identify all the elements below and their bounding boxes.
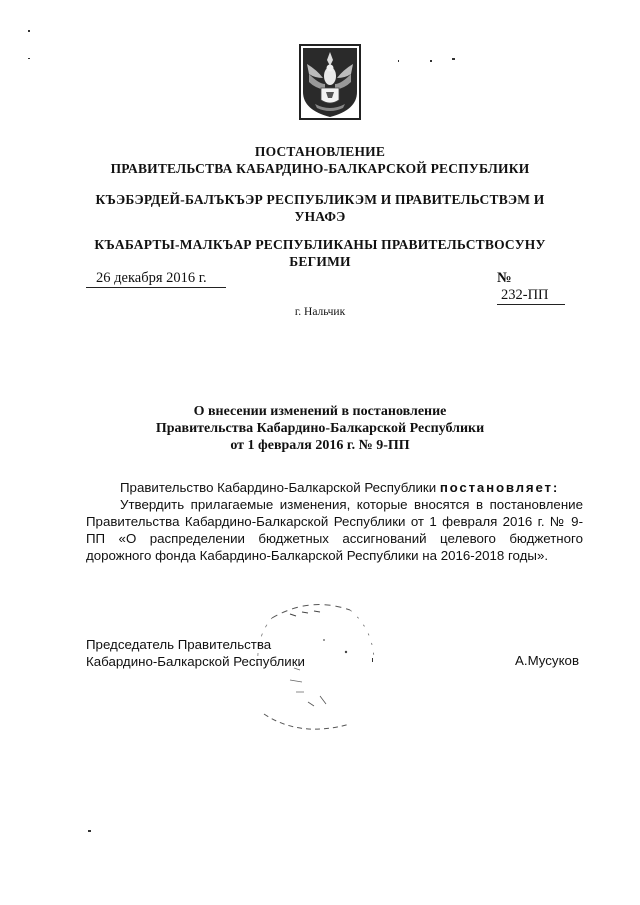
scan-speck bbox=[28, 58, 30, 59]
body-intro bbox=[120, 479, 559, 496]
scan-speck bbox=[452, 58, 455, 60]
signatory-position-line-1: Председатель Правительства bbox=[86, 637, 272, 652]
number-label: № bbox=[497, 270, 512, 286]
issuing-authority-kabardian-line2: УНАФЭ bbox=[294, 209, 346, 224]
coat-of-arms-emblem bbox=[299, 44, 361, 120]
scan-speck bbox=[430, 60, 432, 62]
issuing-authority: ПРАВИТЕЛЬСТВА КАБАРДИНО-БАЛКАРСКОЙ РЕСПУБЛИКИ bbox=[110, 161, 530, 176]
intro-text: Правительство Кабардино-Балкарской Республики bbox=[120, 480, 437, 495]
city: г. Нальчик bbox=[294, 306, 346, 318]
title-line-1: О внесении изменений в постановление bbox=[193, 404, 447, 419]
signatory-position-line-2: Кабардино-Балкарской Республики bbox=[86, 654, 305, 669]
scan-speck bbox=[398, 60, 399, 62]
document-title bbox=[0, 403, 640, 454]
signatory-position bbox=[86, 636, 305, 670]
document-type: ПОСТАНОВЛЕНИЕ bbox=[254, 144, 386, 159]
document-number bbox=[497, 270, 583, 305]
issuing-authority-balkar-line2: БЕГИМИ bbox=[289, 254, 351, 269]
issuing-authority-balkar-line1: КЪАБАРТЫ-МАЛКЪАР РЕСПУБЛИКАНЫ ПРАВИТЕЛЬСТВОСУНУ bbox=[94, 237, 546, 252]
title-line-3: от 1 февраля 2016 г. № 9-ПП bbox=[230, 438, 410, 453]
scan-speck bbox=[372, 658, 373, 662]
scan-speck bbox=[28, 30, 30, 32]
number-value: 232-ПП bbox=[497, 287, 565, 305]
intro-emphasis: постановляет: bbox=[439, 480, 560, 495]
document-date: 26 декабря 2016 г. bbox=[86, 270, 226, 288]
scan-speck bbox=[88, 830, 91, 832]
body-paragraph: Утвердить прилагаемые изменения, которые вносятся в постановление Правительства Кабардино-Балкарской Республики от 1 февраля 2016 г. № 9-ПП «О распределении бюджетных ассигнований целевого бюджетного дорожного фонда Кабардино-Балкарской Республики на 2016-2018 годы». bbox=[86, 497, 583, 563]
signatory-name: А.Мусуков bbox=[515, 653, 580, 668]
title-line-2: Правительства Кабардино-Балкарской Республики bbox=[155, 421, 485, 436]
issuing-authority-kabardian-line1: КЪЭБЭРДЕЙ-БАЛЪКЪЭР РЕСПУБЛИКЭМ И ПРАВИТЕЛЬСТВЭМ И bbox=[95, 192, 545, 207]
